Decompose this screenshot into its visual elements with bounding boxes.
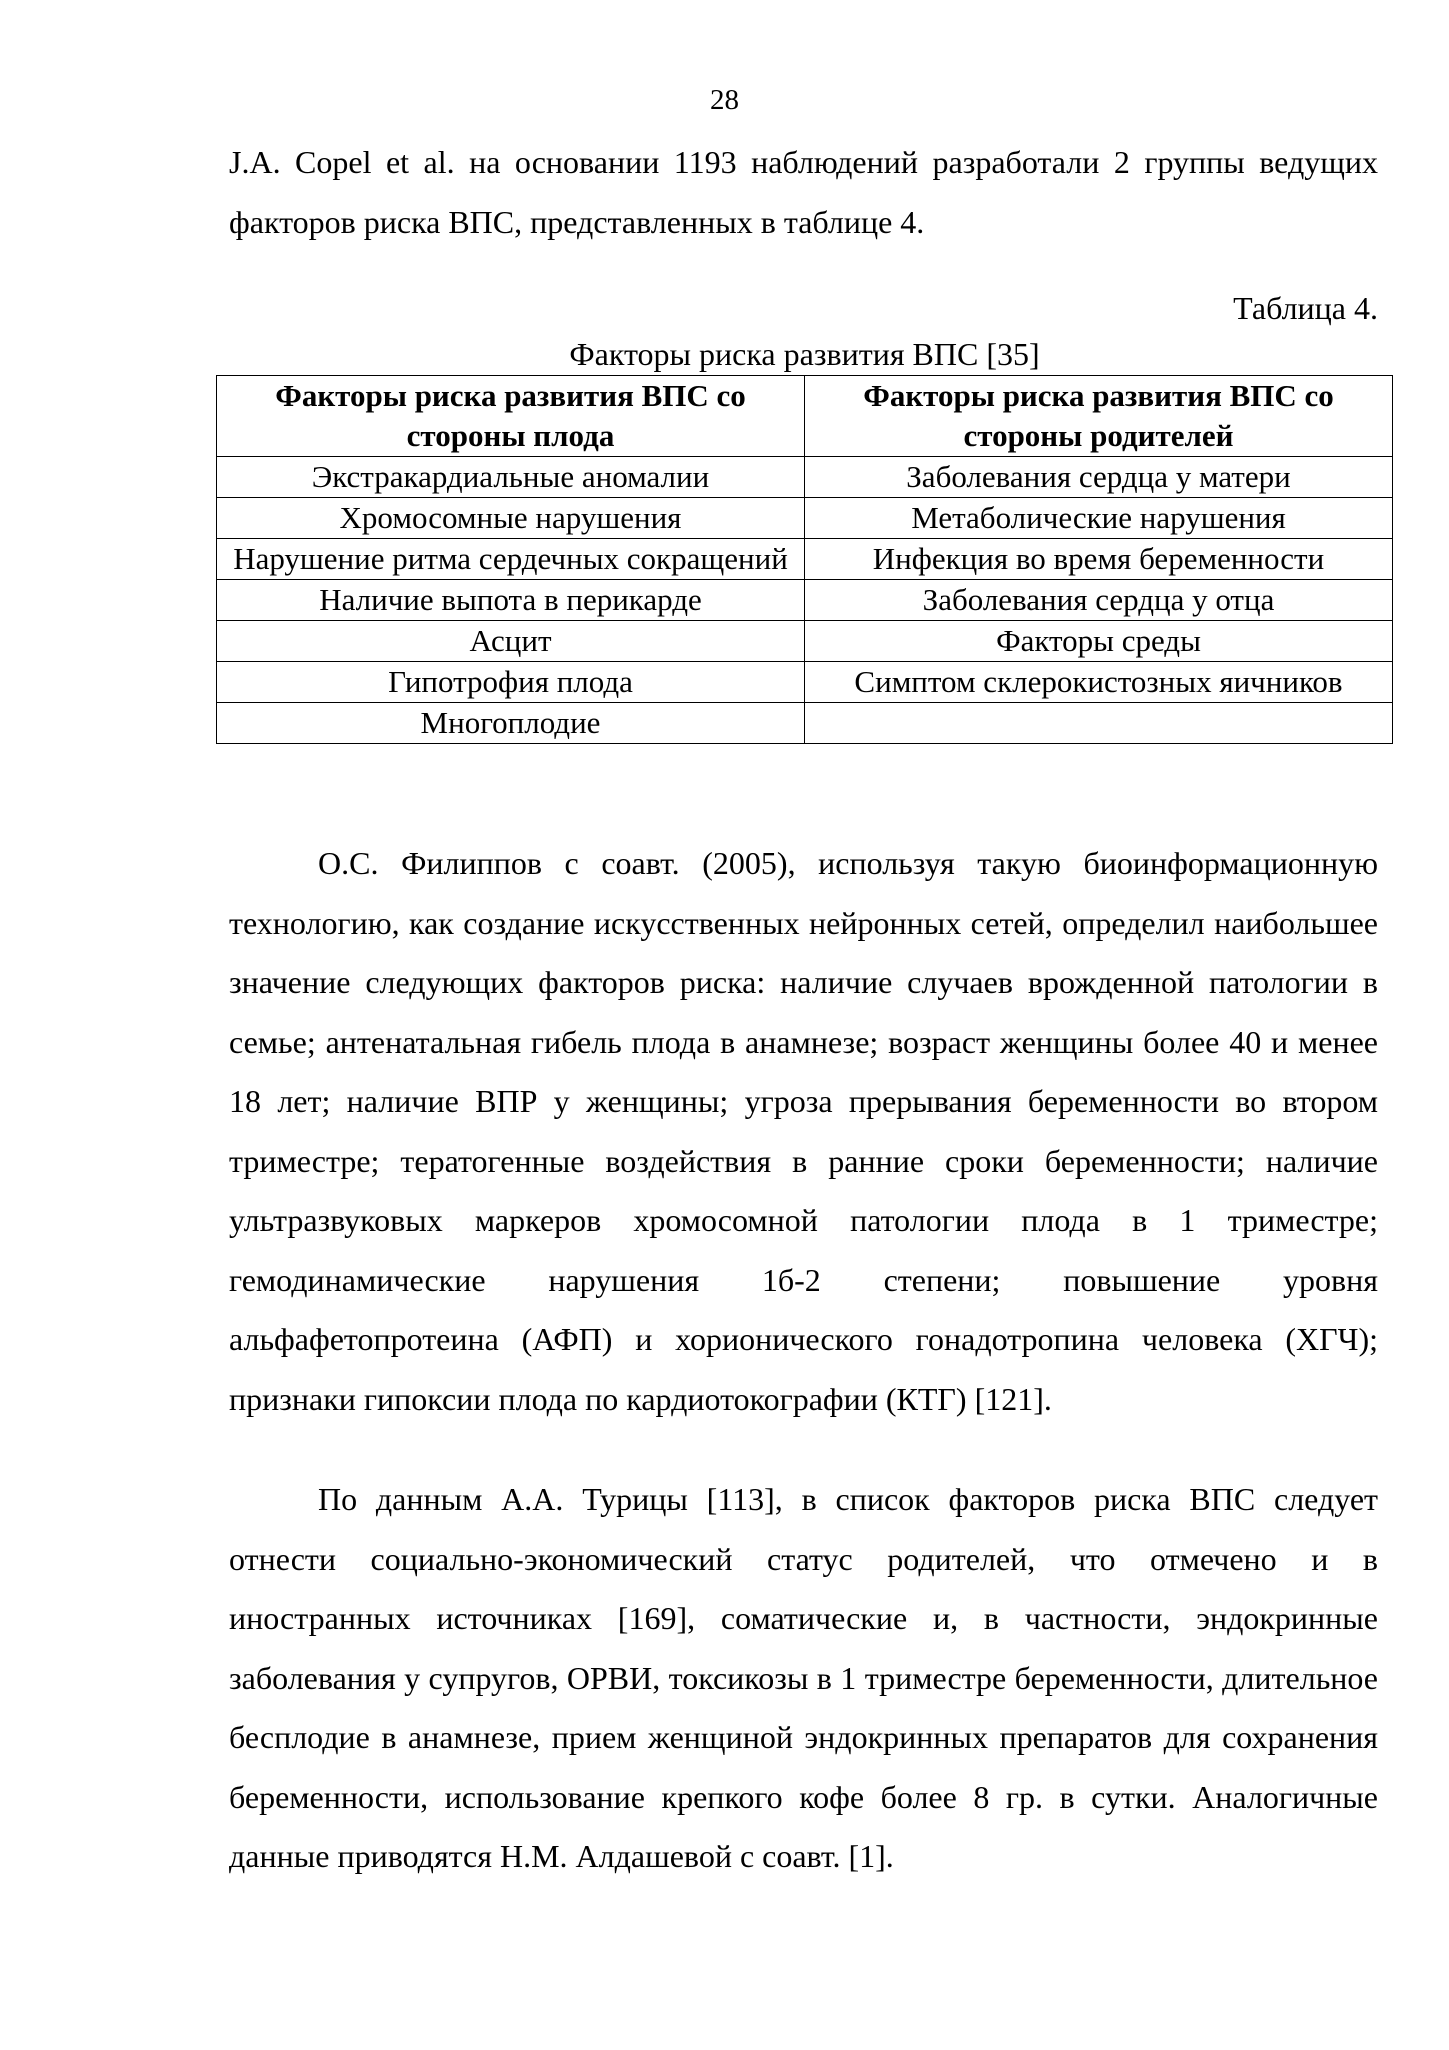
fetal-factor-cell: Наличие выпота в перикарде <box>217 580 805 621</box>
table-caption: Факторы риска развития ВПС [35] <box>569 336 1040 372</box>
parental-factor-cell: Факторы среды <box>805 621 1393 662</box>
fetal-factor-cell: Многоплодие <box>217 703 805 744</box>
table-row <box>217 703 1393 744</box>
parental-factor-cell <box>805 703 1393 744</box>
table-row <box>217 580 1393 621</box>
fetal-factor-cell: Гипотрофия плода <box>217 662 805 703</box>
table-label: Таблица 4. <box>1233 290 1378 326</box>
table-header-row <box>217 376 1393 457</box>
risk-factors-table <box>216 375 1393 744</box>
table-row <box>217 498 1393 539</box>
fetal-factor-cell: Хромосомные нарушения <box>217 498 805 539</box>
header-parental-factors: Факторы риска развития ВПС со стороны родителей <box>805 376 1393 457</box>
parental-factor-cell: Метаболические нарушения <box>805 498 1393 539</box>
page-number: 28 <box>710 84 739 116</box>
fetal-factor-cell: Нарушение ритма сердечных сокращений <box>217 539 805 580</box>
table-row <box>217 539 1393 580</box>
intro-paragraph: J.A. Copel et al. на основании 1193 наблюдений разработали 2 группы ведущих факторов риска ВПС, представленных в таблице 4. <box>229 144 1378 240</box>
fetal-factor-cell: Асцит <box>217 621 805 662</box>
parental-factor-cell: Заболевания сердца у матери <box>805 457 1393 498</box>
parental-factor-cell: Симптом склерокистозных яичников <box>805 662 1393 703</box>
body-paragraph-turitsa: По данным А.А. Турицы [113], в список факторов риска ВПС следует отнести социально-экономический статус родителей, что отмечено и в иностранных источниках [169], соматические и, в частности, эндокринные заболевания у супругов, ОРВИ, токсикозы в 1 триместре беременности, длительное бесплодие в анамнезе, прием женщиной эндокринных препаратов для сохранения беременности, использование крепкого кофе более 8 гр. в сутки. Аналогичные данные приводятся Н.М. Алдашевой с соавт. [1]. <box>229 1481 1378 1874</box>
parental-factor-cell: Инфекция во время беременности <box>805 539 1393 580</box>
table-row <box>217 621 1393 662</box>
fetal-factor-cell: Экстракардиальные аномалии <box>217 457 805 498</box>
table-row <box>217 457 1393 498</box>
header-fetal-factors: Факторы риска развития ВПС со стороны плода <box>217 376 805 457</box>
table-row <box>217 662 1393 703</box>
body-paragraph-filippov: О.С. Филиппов с соавт. (2005), используя такую биоинформационную технологию, как создание искусственных нейронных сетей, определил наибольшее значение следующих факторов риска: наличие случаев врожденной патологии в семье; антенатальная гибель плода в анамнезе; возраст женщины более 40 и менее 18 лет; наличие ВПР у женщины; угроза прерывания беременности во втором триместре; тератогенные воздействия в ранние сроки беременности; наличие ультразвуковых маркеров хромосомной патологии плода в 1 триместре; гемодинамические нарушения 1б-2 степени; повышение уровня альфафетопротеина (АФП) и хорионического гонадотропина человека (ХГЧ); признаки гипоксии плода по кардиотокографии (КТГ) [121]. <box>229 845 1378 1417</box>
parental-factor-cell: Заболевания сердца у отца <box>805 580 1393 621</box>
